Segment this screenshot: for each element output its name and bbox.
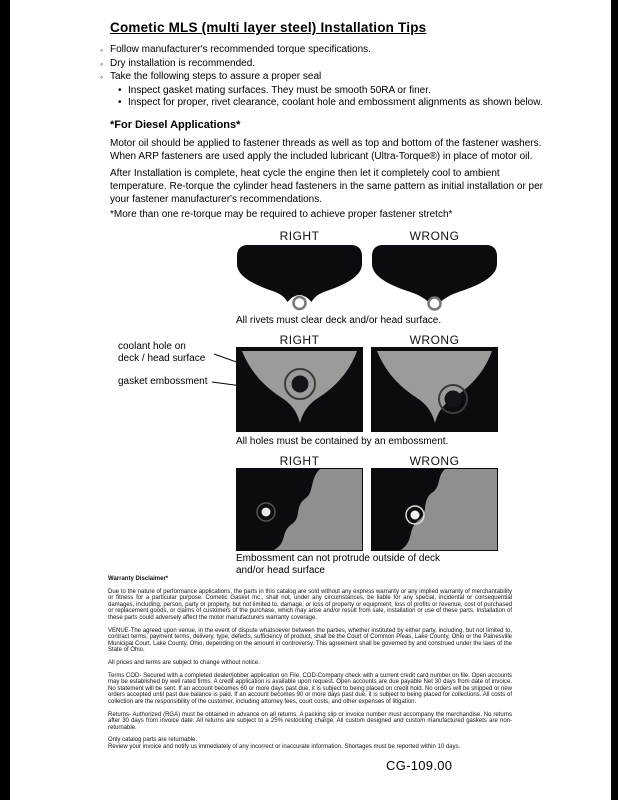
tip-text: Take the following steps to assure a proper seal — [110, 71, 322, 82]
wrong-label-row3: WRONG — [409, 454, 460, 468]
deck-shape — [237, 245, 362, 302]
legal-paragraph: Due to the nature of performance applications, the parts in this catalog are sold without any express warranty or any implied warranty of merchantability or fitness for a particular purpose. Cometic Gasket Inc., shall not, under any circumstances, be liable for any special, incidental or consequential damages, including, person, party or property, but not limited to, damage, or loss of property or equipment, loss of profits or revenue, cost of purchased or replacement goods, or claims of customers of the purchase, which may arise and/or result from sale, installation or use of these parts. Installation of these parts could adversely affect the motor manufacturers warranty coverage. — [108, 588, 512, 621]
figure-rivet-wrong — [371, 244, 498, 312]
page-title: Cometic MLS (multi layer steel) Installation Tips — [110, 20, 427, 35]
scan-edge-right — [611, 0, 618, 800]
caption-row1: All rivets must clear deck and/or head surface. — [236, 315, 442, 326]
caption-row3 — [236, 553, 440, 577]
list-item — [118, 97, 560, 110]
callout-gasket-embossment: gasket embossment — [118, 376, 208, 387]
hollow-bullet-icon — [100, 44, 110, 58]
rivet-icon — [429, 298, 441, 310]
legal-paragraph: All prices and terms are subject to change without notice. — [108, 659, 260, 666]
legal-disclaimer — [108, 576, 512, 750]
wrong-label-row1: WRONG — [409, 229, 460, 243]
coolant-hole-icon — [445, 391, 462, 408]
hollow-bullet-icon — [100, 58, 110, 72]
tip-text: Inspect gasket mating surfaces. They must be smooth 50RA or finer. — [128, 84, 431, 96]
caption-row2: All holes must be contained by an embossment. — [236, 436, 449, 447]
right-label-row1: RIGHT — [279, 229, 320, 243]
coolant-hole-icon — [411, 511, 420, 520]
tip-text: Inspect for proper, rivet clearance, coolant hole and embossment alignments as shown below. — [128, 97, 543, 108]
tip-text: Dry installation is recommended. — [110, 57, 256, 69]
figure-protrusion-right — [236, 468, 363, 551]
list-item — [100, 58, 560, 72]
bullet-icon — [118, 97, 128, 110]
diesel-paragraph-1: Motor oil should be applied to fastener threads as well as top and bottom of the fastener washers. When ARP fasteners are used apply the included lubricant (Ultra-Torque®) in place of motor oil. — [110, 138, 542, 162]
callout-text: coolant hole on — [118, 341, 186, 352]
retorque-note: *More than one re-torque may be required to achieve proper fastener stretch* — [110, 209, 453, 220]
callout-coolant-hole — [118, 341, 205, 364]
figure-protrusion-wrong — [371, 468, 498, 551]
wrong-label-row2: WRONG — [409, 333, 460, 347]
hollow-bullet-icon — [100, 71, 110, 85]
diesel-heading: *For Diesel Applications* — [110, 119, 241, 131]
figure-rivet-right — [236, 244, 363, 312]
right-label-row2: RIGHT — [279, 333, 320, 347]
legal-paragraph: Returns- Authorized (RGA) must be obtained in advance on all returns. A packing slip or invoice number must accompany the merchandise. No returns after 30 days from invoice date. All returns are subject to a 25% restocking charge. All custom designed and custom manufactured gaskets are non-returnable. — [108, 711, 512, 731]
legal-paragraph: Review your invoice and notify us immediately of any incorrect or inaccurate information. Shortages must be reported within 10 days. — [108, 743, 461, 750]
legal-paragraph: VENUE-The agreed upon venue, in the event of dispute whatsoever between the parties, whether instituted by either party, including, but not limited to, contract terms, payment terms, delivery, type, defects, sufficiency of product, shall be the Court of Common Pleas, Lake County, Ohio or the Painesville Municipal Court, Lake County, Ohio, depending on the amount in controversy. This agreement shall be governed by and construed under the laws of the State of Ohio. — [108, 627, 512, 654]
right-label-row3: RIGHT — [279, 454, 320, 468]
coolant-hole-icon — [292, 376, 309, 393]
bullet-icon — [118, 85, 128, 98]
diesel-paragraph-2: After Installation is complete, heat cycle the engine then let it completely cool to ambient temperature. Re-torque the cylinder head fasteners in the same pattern as initial installation or per your fastener manufacturer's recommendations. — [110, 168, 544, 205]
coolant-hole-icon — [262, 508, 271, 517]
list-item — [118, 85, 560, 98]
list-item — [100, 71, 560, 85]
legal-paragraph: Only catalog parts are returnable. — [108, 737, 198, 744]
tips-list — [100, 44, 560, 110]
caption-line: and/or head surface — [236, 565, 325, 576]
scan-edge-left — [0, 0, 10, 800]
legal-paragraph: Terms COD- Secured with a completed dealer/jobber application on File, COD-Company check with a current credit card number on file. Open accounts may be established by well rated firms. A credit application is available upon request. Open accounts are due payable Net 30 days from date of invoice. No statement will be sent. If an account becomes 60 or more days past due, it is subject to being placed on credit hold. No orders will be shipped or new orders accepted until past due balance is paid. If an account becomes 90 or more days past due, it is subject to being placed for collections. All costs of collection are the responsibility of the customer, including attorney fees, court costs, and other expenses of litigation. — [108, 672, 512, 705]
figure-embossment-right — [236, 347, 363, 432]
list-item — [100, 44, 560, 58]
tip-text: Follow manufacturer's recommended torque specifications. — [110, 44, 371, 55]
legal-heading: Warranty Disclaimer* — [108, 576, 169, 582]
figure-embossment-wrong — [371, 347, 498, 432]
rivet-icon — [294, 297, 306, 309]
callout-text: deck / head surface — [118, 352, 206, 364]
catalog-page-code: CG-109.00 — [386, 758, 453, 773]
caption-line: Embossment can not protrude outside of deck — [236, 553, 441, 564]
